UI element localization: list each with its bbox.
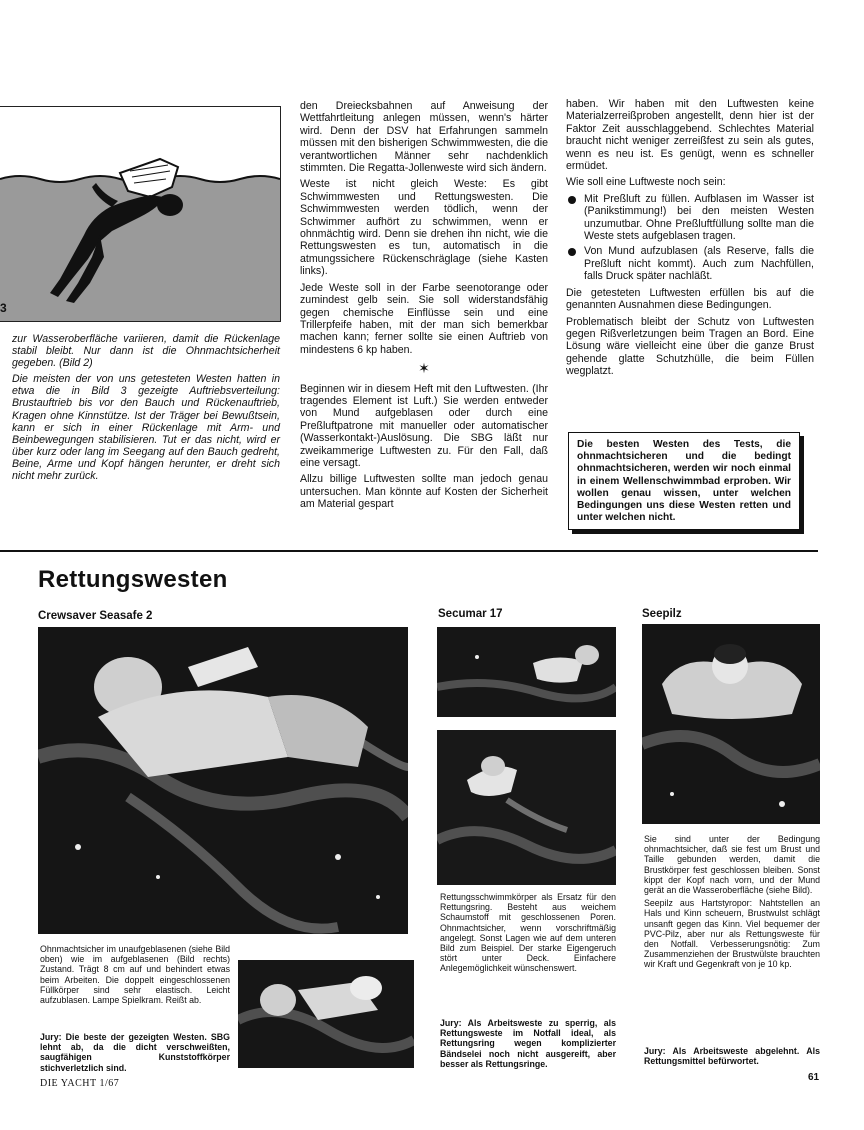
seepilz-description-1: Sie sind unter der Bedingung ohnmachtsicher, daß sie fest um Brust und Taille gebunden werden, damit die Brustkörper fest geschlossen bleiben. Sonst kippt der Kopf nach vorn, und der Mund gerät an die Wasseroberfläche (siehe Bild).: [644, 834, 820, 896]
photo-secumar-bottom: [437, 730, 616, 885]
requirements-list: [566, 193, 814, 283]
figure-caption-column: [12, 333, 280, 486]
drowning-person-drawing: [0, 107, 280, 321]
crewsaver-jury-verdict: Jury: Die beste der gezeigten Westen. SBG lehnt ab, da die dicht verschweißten, saugfähigen Kunststoffkörper stichverletzlich sind.: [40, 1032, 230, 1073]
secumar-description: Rettungsschwimmkörper als Ersatz für den Rettungsring. Besteht aus weichem Schaumstoff mit geschlossenen Poren. Ohnmachtsicher, wenn vorschriftmäßig angelegt. Sonst Lagen wie auf dem unteren Bild zum Beispiel. Der starke Eigengeruch stört unter Deck. Einfachere Anlegemöglichkeit wünschenswert.: [440, 892, 616, 974]
product-name-secumar: Secumar 17: [438, 608, 503, 620]
secumar-jury-verdict: Jury: Als Arbeitsweste zu sperrig, als Rettungsweste im Notfall ideal, als Rettungsring wegen komplizierter Bändselei noch nicht ausgereift, aber besser als Rettungsringe.: [440, 1018, 616, 1069]
caption-paragraph-2: Die meisten der von uns getesteten Westen hatten in etwa die in Bild 3 gezeigte Auftriebsverteilung: Brustauftrieb bis vor den Bauch und Rückenauftrieb, Kragen ohne Kinnstütze. Ist der Träger bei Bewußtsein, kann er sich in einer Rückenlage mit Arm- und Beinbewegungen stabilisieren. Tut er das nicht, wird er über kurz oder lang im Seegang auf den Bauch gedreht, Beine, Arme und Kopf hängen herunter, er dreht sich nicht mehr zurück.: [12, 373, 280, 483]
notice-box: [568, 432, 800, 530]
product-name-seepilz: Seepilz: [642, 608, 682, 620]
section-divider: [0, 550, 818, 552]
right-paragraph-4: Problematisch bleibt der Schutz von Luftwesten gegen Rißverletzungen beim Tragen an Bord. Eine Lösung wäre vielleicht eine über die ganze Brust gehende glatte Schutzhülle, die beim Füllen wegplatzt.: [566, 315, 814, 378]
figure-number: 3: [0, 301, 7, 315]
right-paragraph-2: Wie soll eine Luftweste noch sein:: [566, 176, 726, 189]
requirement-item: Mit Preßluft zu füllen. Aufblasen im Wasser ist (Panikstimmung!) bei den meisten Westen unzumutbar. Ohne Preßluftfüllung sollte man die Weste stets aufgeblasen tragen.: [566, 193, 814, 243]
right-paragraph-3: Die getesteten Luftwesten erfüllen bis auf die genannten Ausnahmen diese Bedingungen.: [566, 286, 814, 312]
seepilz-jury-verdict: Jury: Als Arbeitsweste abgelehnt. Als Rettungsmittel befürwortet.: [644, 1046, 820, 1067]
photo-crewsaver-aufgeblasen: [238, 960, 414, 1068]
middle-paragraph-2: Weste ist nicht gleich Weste: Es gibt Schwimmwesten und Rettungswesten. Die Schwimmwesten werden tödlich, wenn der Schwimmer aufhört zu schwimmen, wenn er ohnmächtig wird. Denn sie drehen ihn nicht, wie die Rettungswesten es tun, automatisch in die atmungssichere Rückenschräglage (siehe Kasten links).: [300, 178, 548, 278]
right-paragraph-1: haben. Wir haben mit den Luftwesten keine Materialzerreißproben angestellt, denn hier ist der Faktor Zeit ausschlaggebend. Schlechtes Material braucht nicht weniger zerreißfest zu sein als gutes, wenn es neu ist. Es genügt, wenn es schneller ermüdet.: [566, 98, 814, 173]
page-number: 61: [808, 1072, 820, 1083]
section-separator-star: ✶: [418, 360, 430, 377]
photo-seepilz: [642, 624, 820, 824]
magazine-footer: DIE YACHT 1/67: [40, 1078, 120, 1089]
photo-crewsaver-unaufgeblasen: [38, 627, 408, 934]
crewsaver-description: Ohnmachtsicher im unaufgeblasenen (siehe Bild oben) wie im aufgeblasenen (Bild rechts) Zustand. Trägt 8 cm auf und behindert etwas beim Arbeiten. Die doppelt eingeschlossenen Füllkörper sind sehr elastisch. Leicht aufzublasen. Lampe Spielkram. Reißt ab.: [40, 944, 230, 1006]
seepilz-description-2: Seepilz aus Hartstyropor: Nahtstellen an Hals und Kinn scheuern, Brustwulst schlägt unsanft gegen das Kinn. Viel bequemer der PVC-Pilz, aber nur als Rettungsweste für den Notfall. Verbesserungsnötig: Zum Zusammenziehen der Brustwülste brauchten wir Kraft und Gegenkraft von je 10 kp.: [644, 898, 820, 970]
photo-secumar-top: [437, 627, 616, 717]
middle-paragraph-5: Allzu billige Luftwesten sollte man jedoch genau untersuchen. Man könnte auf Kosten der Sicherheit am Material gespart: [300, 473, 548, 511]
article-column-middle: [300, 100, 548, 511]
article-column-right: [566, 98, 814, 382]
caption-paragraph-1: zur Wasseroberfläche variieren, damit die Rückenlage stabil bleibt. Nur dann ist die Ohnmachtsicherheit gegeben. (Bild 2): [12, 333, 280, 370]
middle-paragraph-3: Jede Weste soll in der Farbe seenotorange oder zumindest gelb sein. Sie soll widerstandsfähig gegen chemische Einflüsse sein und eine Trillerpfeife haben, mit der man sich bemerkbar machen kann; ferner sollte sie einen Auftrieb von mindestens 6 kp haben.: [300, 281, 548, 356]
seepilz-description: [644, 834, 820, 973]
requirement-item: Von Mund aufzublasen (als Reserve, falls die Preßluft nicht kommt). Auch zum Nachfüllen, falls Druck später nachläßt.: [566, 245, 814, 282]
middle-paragraph-1: den Dreiecksbahnen auf Anweisung der Wettfahrtleitung anlegen müssen, wenn's härter wird. Denn der DSV hat Erfahrungen sammeln müssen mit den bisherigen Schwimmwesten, die die verantwortlichen Männer sehr nachdenklich stimmten. Die Regatta-Jollenweste wird sich ändern.: [300, 100, 548, 175]
product-name-crewsaver: Crewsaver Seasafe 2: [38, 610, 153, 622]
figure-3-illustration: [0, 106, 281, 322]
notice-text: Die besten Westen des Tests, die ohnmachtsicheren und die bedingt ohnmachtsicheren, werden wir noch einmal in einem Wellenschwimmbad erproben. Wir wollen genau wissen, unter welchen Bedingungen uns diese Westen retten und unter welchen nicht.: [577, 439, 791, 524]
middle-paragraph-4: Beginnen wir in diesem Heft mit den Luftwesten. (Ihr tragendes Element ist Luft.) Sie werden entweder von Mund aufgeblasen oder durch eine Preßluftpatrone mit manueller oder automatischer (Wasserkontakt-)Auslösung. Die SBG läßt nur zweikammerige Luftwesten zu. Für den Fall, daß eine versagt.: [300, 382, 548, 469]
section-title: Rettungswesten: [38, 566, 228, 593]
